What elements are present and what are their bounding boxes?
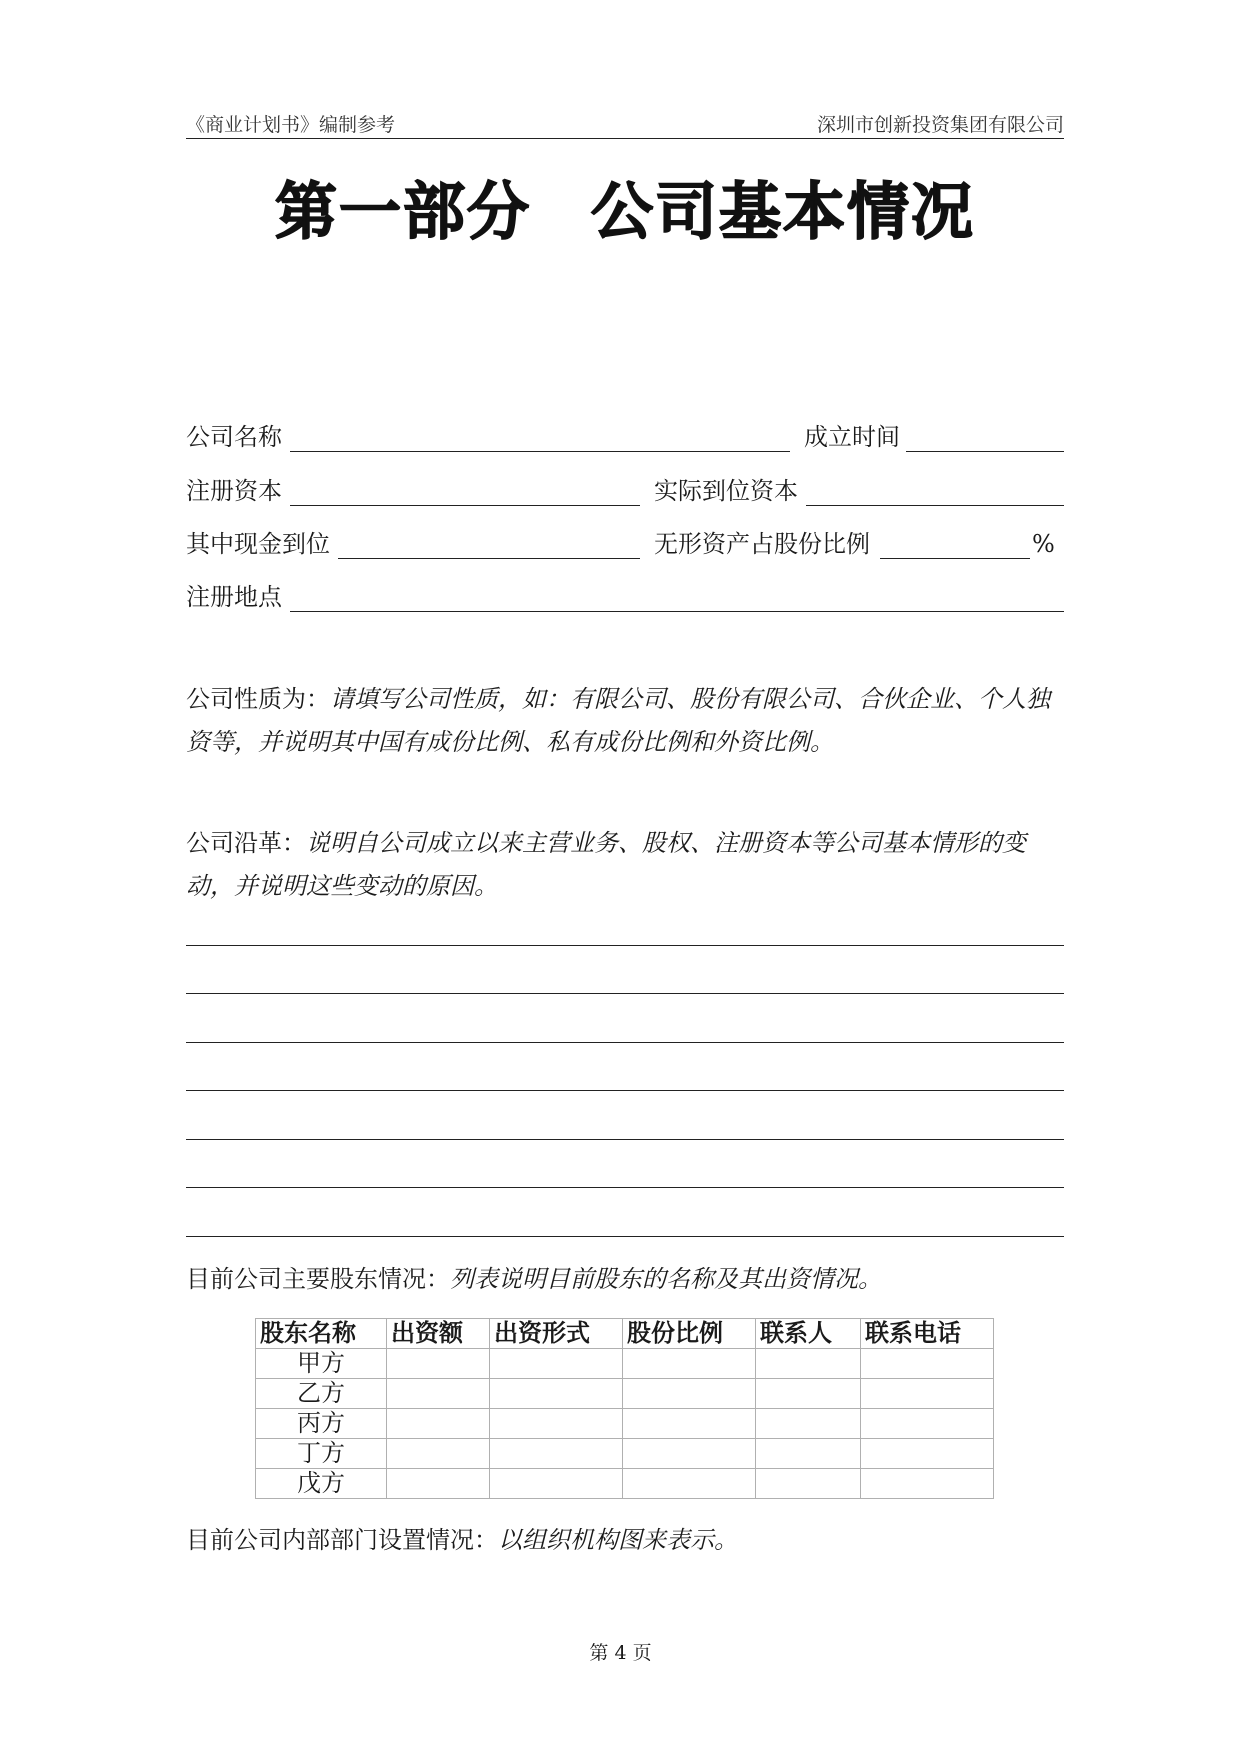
registered-capital-field[interactable] bbox=[290, 505, 640, 506]
departments-hint: 以组织机构图来表示。 bbox=[498, 1526, 738, 1554]
writing-line[interactable] bbox=[186, 945, 1064, 946]
header-rule bbox=[186, 138, 1064, 139]
cash-paid-field[interactable] bbox=[338, 558, 640, 559]
table-cell[interactable] bbox=[623, 1469, 756, 1499]
founded-label: 成立时间 bbox=[804, 423, 900, 451]
table-cell[interactable] bbox=[490, 1349, 623, 1379]
table-cell[interactable] bbox=[861, 1409, 994, 1439]
history-label: 公司沿革： bbox=[186, 829, 306, 857]
table-cell[interactable] bbox=[623, 1439, 756, 1469]
shareholders-label: 目前公司主要股东情况： bbox=[186, 1265, 450, 1293]
table-header-row bbox=[256, 1319, 994, 1349]
table-cell[interactable] bbox=[861, 1379, 994, 1409]
address-label: 注册地点 bbox=[186, 583, 282, 611]
writing-line[interactable] bbox=[186, 1187, 1064, 1188]
table-cell[interactable] bbox=[623, 1379, 756, 1409]
intangible-ratio-field[interactable] bbox=[880, 558, 1030, 559]
company-history bbox=[186, 822, 1066, 908]
history-hint: 说明自公司成立以来主营业务、股权、注册资本等公司基本情形的变动，并说明这些变动的原因。 bbox=[186, 829, 1026, 900]
table-cell[interactable] bbox=[756, 1439, 861, 1469]
paid-capital-label: 实际到位资本 bbox=[654, 477, 798, 505]
table-row bbox=[256, 1349, 994, 1379]
shareholder-name: 丙方 bbox=[256, 1409, 387, 1439]
page-number: 第 4 页 bbox=[589, 1642, 652, 1664]
col-header: 出资额 bbox=[387, 1319, 490, 1349]
table-cell[interactable] bbox=[387, 1439, 490, 1469]
percent-sign: % bbox=[1032, 530, 1055, 558]
table-cell[interactable] bbox=[387, 1379, 490, 1409]
table-row bbox=[256, 1439, 994, 1469]
writing-line[interactable] bbox=[186, 1139, 1064, 1140]
title-part: 第一部分 bbox=[274, 175, 531, 248]
table-cell[interactable] bbox=[756, 1469, 861, 1499]
writing-line[interactable] bbox=[186, 1236, 1064, 1237]
title-name: 公司基本情况 bbox=[591, 175, 976, 248]
departments-label: 目前公司内部部门设置情况： bbox=[186, 1526, 498, 1554]
table-row bbox=[256, 1379, 994, 1409]
company-nature bbox=[186, 678, 1066, 764]
table-cell[interactable] bbox=[490, 1469, 623, 1499]
intangible-ratio-label: 无形资产占股份比例 bbox=[654, 530, 870, 558]
writing-line[interactable] bbox=[186, 993, 1064, 994]
table-row bbox=[256, 1409, 994, 1439]
col-header: 股份比例 bbox=[623, 1319, 756, 1349]
shareholder-name: 戊方 bbox=[256, 1469, 387, 1499]
shareholders-hint: 列表说明目前股东的名称及其出资情况。 bbox=[450, 1265, 882, 1293]
col-header: 出资形式 bbox=[490, 1319, 623, 1349]
departments-intro bbox=[186, 1519, 1066, 1562]
shareholder-name: 甲方 bbox=[256, 1349, 387, 1379]
col-header: 联系人 bbox=[756, 1319, 861, 1349]
table-cell[interactable] bbox=[387, 1409, 490, 1439]
nature-label: 公司性质为： bbox=[186, 685, 330, 713]
table-cell[interactable] bbox=[861, 1349, 994, 1379]
table-cell[interactable] bbox=[623, 1409, 756, 1439]
writing-line[interactable] bbox=[186, 1042, 1064, 1043]
founded-field[interactable] bbox=[906, 451, 1064, 452]
table-cell[interactable] bbox=[490, 1439, 623, 1469]
page-title bbox=[186, 162, 1064, 251]
cash-paid-label: 其中现金到位 bbox=[186, 530, 330, 558]
table-cell[interactable] bbox=[756, 1349, 861, 1379]
table-cell[interactable] bbox=[623, 1349, 756, 1379]
shareholder-name: 乙方 bbox=[256, 1379, 387, 1409]
table-cell[interactable] bbox=[756, 1409, 861, 1439]
table-cell[interactable] bbox=[861, 1439, 994, 1469]
table-cell[interactable] bbox=[387, 1349, 490, 1379]
writing-line[interactable] bbox=[186, 1090, 1064, 1091]
table-cell[interactable] bbox=[861, 1469, 994, 1499]
paid-capital-field[interactable] bbox=[806, 505, 1064, 506]
company-name-label: 公司名称 bbox=[186, 423, 282, 451]
table-cell[interactable] bbox=[490, 1379, 623, 1409]
shareholders-intro bbox=[186, 1258, 1066, 1301]
col-header: 联系电话 bbox=[861, 1319, 994, 1349]
shareholder-table bbox=[255, 1318, 994, 1499]
registered-capital-label: 注册资本 bbox=[186, 477, 282, 505]
shareholder-name: 丁方 bbox=[256, 1439, 387, 1469]
table-cell[interactable] bbox=[387, 1469, 490, 1499]
header-left: 《商业计划书》编制参考 bbox=[186, 114, 396, 136]
col-header: 股东名称 bbox=[256, 1319, 387, 1349]
table-row bbox=[256, 1469, 994, 1499]
company-name-field[interactable] bbox=[290, 451, 790, 452]
address-field[interactable] bbox=[290, 611, 1064, 612]
table-cell[interactable] bbox=[756, 1379, 861, 1409]
header-right: 深圳市创新投资集团有限公司 bbox=[816, 114, 1064, 136]
nature-hint: 请填写公司性质，如：有限公司、股份有限公司、合伙企业、个人独资等，并说明其中国有成份比例、私有成份比例和外资比例。 bbox=[186, 685, 1050, 756]
table-cell[interactable] bbox=[490, 1409, 623, 1439]
